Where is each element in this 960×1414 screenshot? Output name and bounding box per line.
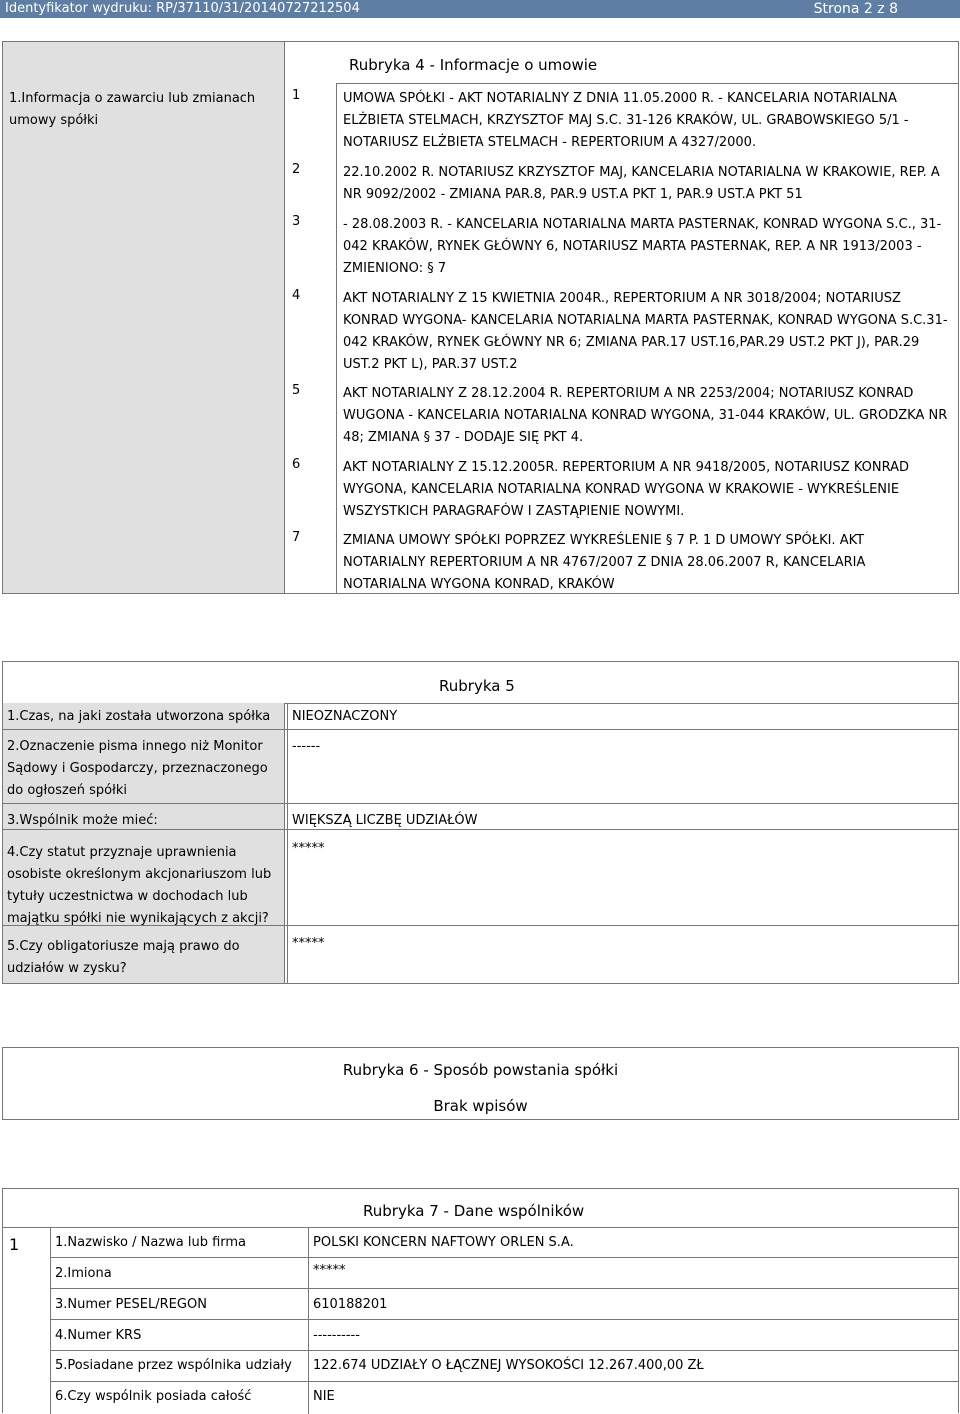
amendment-row xyxy=(292,162,300,177)
partner-field-value: NIE xyxy=(313,1389,335,1404)
row-divider xyxy=(50,1381,958,1382)
row-divider xyxy=(3,729,958,730)
section-6-title: Rubryka 6 - Sposób powstania spółki xyxy=(342,1061,619,1079)
row-number: 2 xyxy=(292,162,301,177)
row-divider xyxy=(50,1257,958,1258)
section-7-top-divider xyxy=(3,1227,958,1228)
section-7 xyxy=(2,1188,959,1413)
partner-field-value: ***** xyxy=(313,1263,346,1278)
row-number: 4 xyxy=(292,288,301,303)
partner-field-value: ---------- xyxy=(313,1328,360,1343)
section-5-right-border xyxy=(287,703,288,983)
row-divider xyxy=(50,1288,958,1289)
section-6-value: Brak wpisów xyxy=(433,1097,528,1115)
section-4-title: Rubryka 4 - Informacje o umowie xyxy=(349,56,598,74)
partner-field-label: 6.Czy wspólnik posiada całość xyxy=(55,1389,252,1404)
amendment-text: AKT NOTARIALNY Z 15.12.2005R. REPERTORIUM A NR 9418/2005, NOTARIUSZ KONRAD WYGONA, KANCELARIA NOTARIALNA KONRAD WYGONA W KRAKOWIE - WYKREŚLENIE WSZYSTKICH PARAGRAFÓW I ZASTĄPIENIE NOWYMI. xyxy=(343,460,910,519)
field-value: NIEOZNACZONY xyxy=(292,709,398,724)
page-number: Strona 2 z 8 xyxy=(813,1,898,17)
row-divider xyxy=(50,1350,958,1351)
amendment-text: UMOWA SPÓŁKI - AKT NOTARIALNY Z DNIA 11.05.2000 R. - KANCELARIA NOTARIALNA ELŻBIETA STELMACH, KRZYSZTOF MAJ S.C. 31-126 KRAKÓW, UL. GRABOWSKIEGO 5/1 - NOTARIUSZ ELŻBIETA STELMACH - REPERTORIUM A 4327/2000. xyxy=(343,91,909,150)
partner-field-value: POLSKI KONCERN NAFTOWY ORLEN S.A. xyxy=(313,1235,574,1250)
amendment-text: 22.10.2002 R. NOTARIUSZ KRZYSZTOF MAJ, KANCELARIA NOTARIALNA W KRAKOWIE, REP. A NR 9092/2002 - ZMIANA PAR.8, PAR.9 UST.A PKT 1, PAR.9 UST.A PKT 51 xyxy=(343,165,940,202)
section-7-title: Rubryka 7 - Dane wspólników xyxy=(363,1202,585,1220)
partner-field-label: 3.Numer PESEL/REGON xyxy=(55,1297,207,1312)
partner-field-label: 1.Nazwisko / Nazwa lub firma xyxy=(55,1235,247,1250)
row-number: 6 xyxy=(292,457,301,472)
field-value: WIĘKSZĄ LICZBĘ UDZIAŁÓW xyxy=(292,813,478,828)
amendment-row xyxy=(292,214,300,229)
field-label: 5.Czy obligatoriusze mają prawo do udziałów w zysku? xyxy=(7,939,240,976)
field-value: ------ xyxy=(292,739,321,754)
section-4 xyxy=(2,41,959,594)
amendment-text: AKT NOTARIALNY Z 28.12.2004 R. REPERTORIUM A NR 2253/2004; NOTARIUSZ KONRAD WUGONA - KANCELARIA NOTARIALNA KONRAD WYGONA, 31-044 KRAKÓW, UL. GRODZKA NR 48; ZMIANA § 37 - DODAJE SIĘ PKT 4. xyxy=(343,386,948,445)
section-4-label: 1.Informacja o zawarciu lub zmianach umowy spółki xyxy=(9,91,256,128)
amendment-row xyxy=(292,530,300,545)
amendment-row xyxy=(292,288,300,303)
print-header xyxy=(0,0,960,18)
row-divider xyxy=(50,1319,958,1320)
amendment-text: ZMIANA UMOWY SPÓŁKI POPRZEZ WYKREŚLENIE § 7 P. 1 D UMOWY SPÓŁKI. AKT NOTARIALNY REPERTORIUM A NR 4767/2007 Z DNIA 28.06.2007 R, KANCELARIA NOTARIALNA WYGONA KONRAD, KRAKÓW xyxy=(343,533,866,592)
section-4-num-divider xyxy=(336,83,337,593)
section-4-top-divider xyxy=(336,83,958,84)
partner-number: 1 xyxy=(9,1235,20,1254)
section-5 xyxy=(2,661,959,984)
field-value: ***** xyxy=(292,841,325,856)
section-5-title: Rubryka 5 xyxy=(439,677,515,695)
row-number: 3 xyxy=(292,214,301,229)
partner-field-value: 122.674 UDZIAŁY O ŁĄCZNEJ WYSOKOŚCI 12.267.400,00 ZŁ xyxy=(313,1358,704,1373)
field-label: 2.Oznaczenie pisma innego niż Monitor Sądowy i Gospodarczy, przeznaczonego do ogłoszeń spółki xyxy=(7,739,268,798)
partner-field-value: 610188201 xyxy=(313,1297,388,1312)
print-id: Identyfikator wydruku: RP/37110/31/20140727212504 xyxy=(5,1,360,16)
amendment-text: AKT NOTARIALNY Z 15 KWIETNIA 2004R., REPERTORIUM A NR 3018/2004; NOTARIUSZ KONRAD WYGONA- KANCELARIA NOTARIALNA MARTA PASTERNAK, KONRAD WYGONA S.C.31-042 KRAKÓW, RYNEK GŁÓWNY NR 6; ZMIANA PAR.17 UST.16,PAR.29 UST.2 PKT J), PAR.29 UST.2 PKT L), PAR.37 UST.2 xyxy=(343,291,948,372)
amendment-text: - 28.08.2003 R. - KANCELARIA NOTARIALNA MARTA PASTERNAK, KONRAD WYGONA S.C., 31-042 KRAKÓW, RYNEK GŁÓWNY 6, NOTARIUSZ MARTA PASTERNAK, REP. A NR 1913/2003 - ZMIENIONO: § 7 xyxy=(343,217,942,276)
amendment-row xyxy=(292,383,300,398)
row-number: 7 xyxy=(292,530,301,545)
field-value: ***** xyxy=(292,936,325,951)
section-6 xyxy=(2,1047,959,1120)
partner-field-label: 2.Imiona xyxy=(55,1266,112,1281)
amendment-row xyxy=(292,88,300,103)
row-number: 1 xyxy=(292,88,301,103)
field-label: 3.Wspólnik może mieć: xyxy=(7,813,158,828)
partner-field-label: 5.Posiadane przez wspólnika udziały xyxy=(55,1358,292,1373)
row-number: 5 xyxy=(292,383,301,398)
field-label: 1.Czas, na jaki została utworzona spółka xyxy=(7,709,271,724)
partner-label-divider xyxy=(308,1227,309,1414)
amendment-row xyxy=(292,457,300,472)
partner-field-label: 4.Numer KRS xyxy=(55,1328,142,1343)
row-divider xyxy=(3,803,958,804)
field-label: 4.Czy statut przyznaje uprawnienia osobiste określonym akcjonariuszom lub tytuły uczestnictwa w dochodach lub majątku spółki nie wynikających z akcji? xyxy=(7,845,272,926)
section-4-label-cell xyxy=(3,42,285,593)
partner-number-divider xyxy=(50,1227,51,1414)
